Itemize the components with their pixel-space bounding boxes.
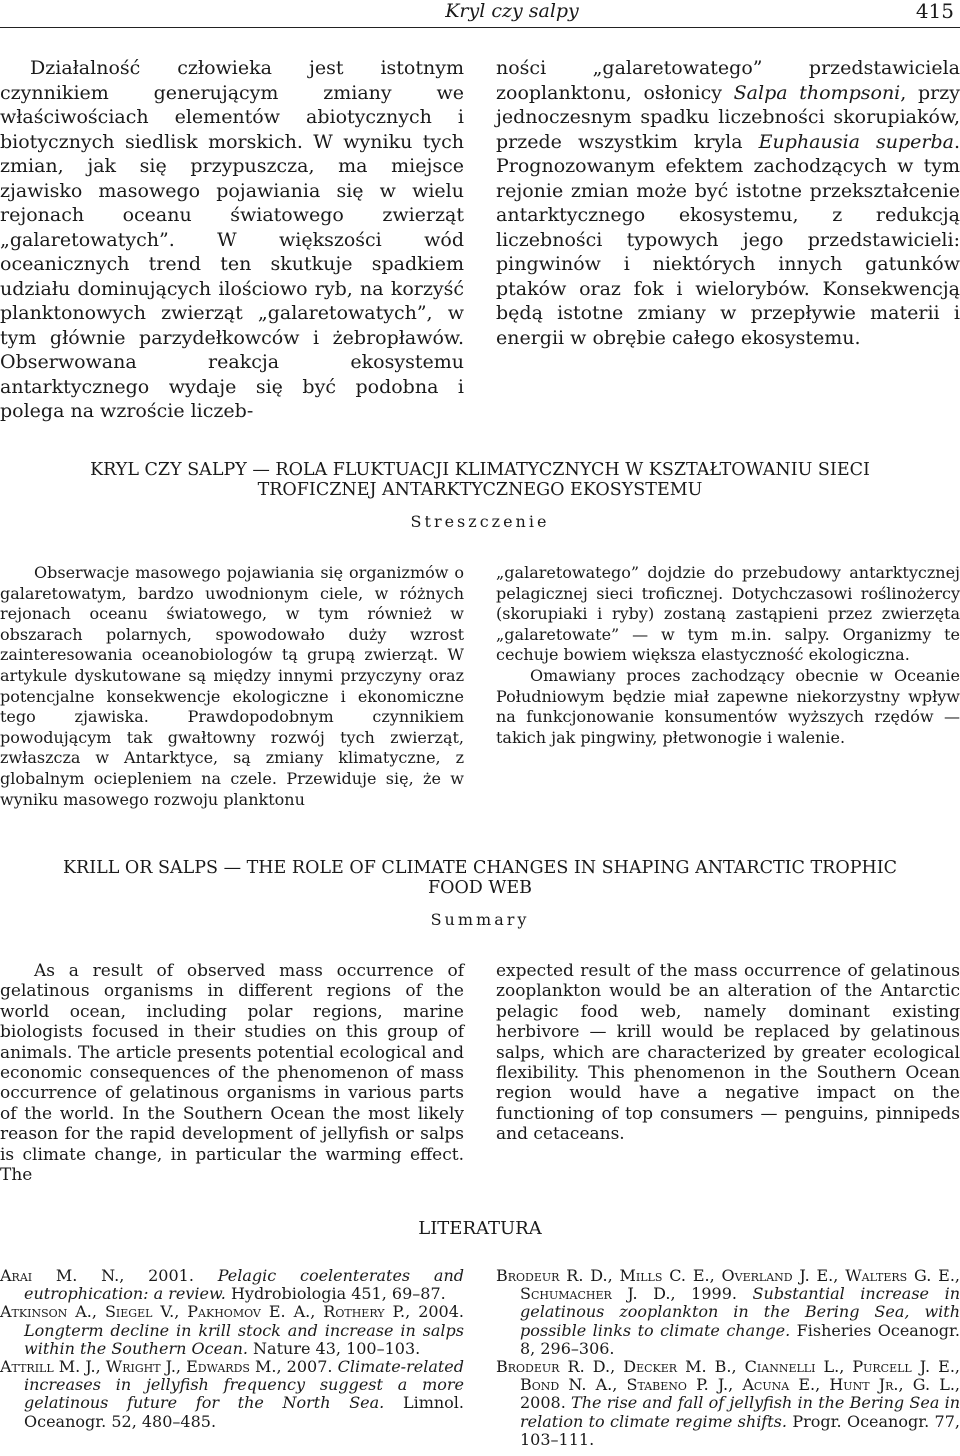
abstract-paragraph: Obserwacje masowego pojawiania się organizmów o galaretowatym, bardzo uwodnionym ciele, w różnych rejonach oceanu światowego, w tym również w obszarach polarnych, spowodowało duży wzrost zainteresowania oceanobiologów tą grupą zwierząt. W artykule dyskutowane są między innymi przyczyny oraz potencjalne konsekwencje ekologiczne i ekonomiczne tego zjawiska. Prawdopodobnym czynnikiem powodującym tak gwałtowny rozwój tych zwierząt, zwłaszcza w Antarktyce, są zmiany klimatyczne, z globalnym ociepleniem na czele. Przewiduje się, że w wyniku masowego rozwoju planktonu: [0, 563, 464, 809]
reference-authors: Brodeur R. D., Mills C. E., Overland J. E., Walters G. E., Schumacher J. D.: [496, 1266, 960, 1304]
text-run: , przy jednoczesnym spadku liczebności skorupiaków, przede wszystkim kryla: [496, 81, 960, 153]
reference-authors: Brodeur R. D., Decker M. B., Ciannelli L., Purcell J. E., Bond N. A., Stabeno P. J., Acuna E., Hunt Jr., G. L.: [496, 1357, 960, 1395]
reference-title: The rise and fall of jellyfish in the Bering Sea in relation to climate regime shifts.: [520, 1393, 960, 1431]
references-left-column: [0, 1267, 464, 1431]
intro-paragraph: Działalność człowieka jest istotnym czynnikiem generującym zmiany we właściwościach elementów abiotycznych i biotycznych siedlisk morskich. W wyniku tych zmian, jak się przypuszcza, ma miejsce zjawisko masowego pojawiania się w wielu rejonach oceanu światowego zwierząt „galaretowatych”. W większości wód oceanicznych trend ten skutkuje spadkiem udziału dominujących ilościowo ryb, na korzyść planktonowych zwierząt „galaretowatych”, w tym głównie parzydełkowców i żebropławów. Obserwowana reakcja ekosystemu antarktycznego wydaje się być podobna i polega na wzroście liczeb-: [0, 57, 464, 422]
reference-authors: Attrill M. J., Wright J., Edwards M.: [0, 1357, 277, 1377]
english-summary-title: [20, 858, 940, 898]
header-rule: [0, 27, 960, 28]
reference-entry: [496, 1358, 960, 1449]
reference-title: Longterm decline in krill stock and increase in salps within the Southern Ocean.: [24, 1320, 464, 1358]
polish-abstract-title: [20, 460, 940, 500]
literature-title: LITERATURA: [418, 1218, 542, 1239]
polish-abstract-subtitle: Streszczenie: [410, 512, 550, 531]
english-summary-right-column: [496, 961, 960, 1145]
title-line: TROFICZNEJ ANTARKTYCZNEGO EKOSYSTEMU: [257, 480, 703, 500]
title-line: FOOD WEB: [427, 878, 533, 898]
reference-source: Nature 43, 100–103.: [247, 1338, 421, 1358]
reference-authors: Arai M. N.: [0, 1266, 120, 1285]
reference-title: Substantial increase in gelatinous zooplankton in the Bering Sea, with possible links to climate change.: [520, 1284, 960, 1340]
english-summary-left-column: [0, 961, 464, 1185]
polish-abstract-right-column: [496, 563, 960, 748]
abstract-paragraph: Omawiany proces zachodzący obecnie w Oceanie Południowym będzie miał zapewne niekorzystny wpływ na funkcjonowanie konsumentów wyższych rzędów — takich jak pingwiny, płetwonogie i walenie.: [496, 665, 960, 747]
english-summary-subtitle: Summary: [430, 910, 530, 929]
polish-abstract-left-column: [0, 563, 464, 810]
species-name: Euphausia superba: [758, 130, 954, 153]
reference-source: Progr. Oceanogr. 77, 103–111.: [520, 1411, 960, 1449]
text-run: . Prognozowanym efektem zachodzących w tym rejonie zmian może być istotne przekształcenie antarktycznego ekosystemu, z redukcją liczebności typowych jego przedstawicieli: pingwinów i niektórych innych gatunków ptaków oraz fok i wielorybów. Konsekwencją będą istotne zmiany w przepływie materii i energii w obrębie całego ekosystemu.: [496, 130, 960, 349]
reference-source: Hydrobiologia 451, 69–87.: [225, 1284, 446, 1304]
summary-paragraph: expected result of the mass occurrence of gelatinous zooplankton would be an alteration of the Antarctic pelagic food web, namely dominant existing herbivore — krill would be replaced by gelatinous salps, which are characterized by greater ecological flexibility. This phenomenon in the Southern Ocean region would have a negative impact on the functioning of top consumers — penguins, pinnipeds and cetaceans.: [496, 961, 960, 1145]
reference-year: , 1999.: [670, 1284, 753, 1304]
references-right-column: [496, 1267, 960, 1449]
intro-right-column: [496, 56, 960, 350]
text-run: ności „galaretowatego” przedstawiciela zooplanktonu, osłonicy: [496, 57, 960, 104]
page-number: 415: [915, 0, 954, 23]
reference-entry: [0, 1303, 464, 1358]
reference-title: Pelagic coelenterates and eutrophication: a review.: [24, 1266, 464, 1304]
reference-source: Limnol. Oceanogr. 52, 480–485.: [24, 1393, 465, 1431]
reference-year: , 2007.: [276, 1357, 338, 1377]
running-title: Kryl czy salpy: [445, 0, 579, 22]
summary-paragraph: As a result of observed mass occurrence of gelatinous organisms in different regions of the world ocean, including polar regions, marine biologists focused in their studies on this group of animals. The article presents potential ecological and economic consequences of the phenomenon of mass occurrence of gelatinous organisms in various parts of the world. In the Southern Ocean the most likely reason for the rapid development of jellyfish or salps is climate change, in particular the warming effect. The: [0, 961, 464, 1186]
reference-entry: [0, 1358, 464, 1431]
reference-entry: [0, 1267, 464, 1303]
species-name: Salpa thompsoni: [733, 81, 901, 104]
title-line: KRILL OR SALPS — THE ROLE OF CLIMATE CHANGES IN SHAPING ANTARCTIC TROPHIC: [62, 858, 898, 878]
reference-source: Fisheries Oceanogr. 8, 296–306.: [520, 1320, 960, 1358]
reference-entry: [496, 1267, 960, 1358]
intro-paragraph-continued: [496, 56, 960, 350]
reference-year: , 2001.: [119, 1266, 218, 1285]
reference-authors: Atkinson A., Siegel V., Pakhomov E. A., Rothery P.: [0, 1302, 406, 1322]
reference-title: Climate-related increases in jellyfish frequency suggest a more gelatinous future for the North Sea.: [24, 1357, 464, 1413]
reference-year: , 2008.: [520, 1375, 960, 1413]
intro-left-column: [0, 56, 464, 424]
reference-year: , 2004.: [405, 1302, 464, 1322]
abstract-paragraph: „galaretowatego” dojdzie do przebudowy antarktycznej pelagicznej sieci troficznej. Dotychczasowi roślinożercy (skorupiaki i ryby) zostaną zastąpieni przez zwierzęta „galaretowate” — w tym m.in. salpy. Organizmy te cechuje bowiem większa elastyczność ekologiczna.: [496, 563, 960, 665]
title-line: KRYL CZY SALPY — ROLA FLUKTUACJI KLIMATYCZNYCH W KSZTAŁTOWANIU SIECI: [90, 460, 870, 480]
